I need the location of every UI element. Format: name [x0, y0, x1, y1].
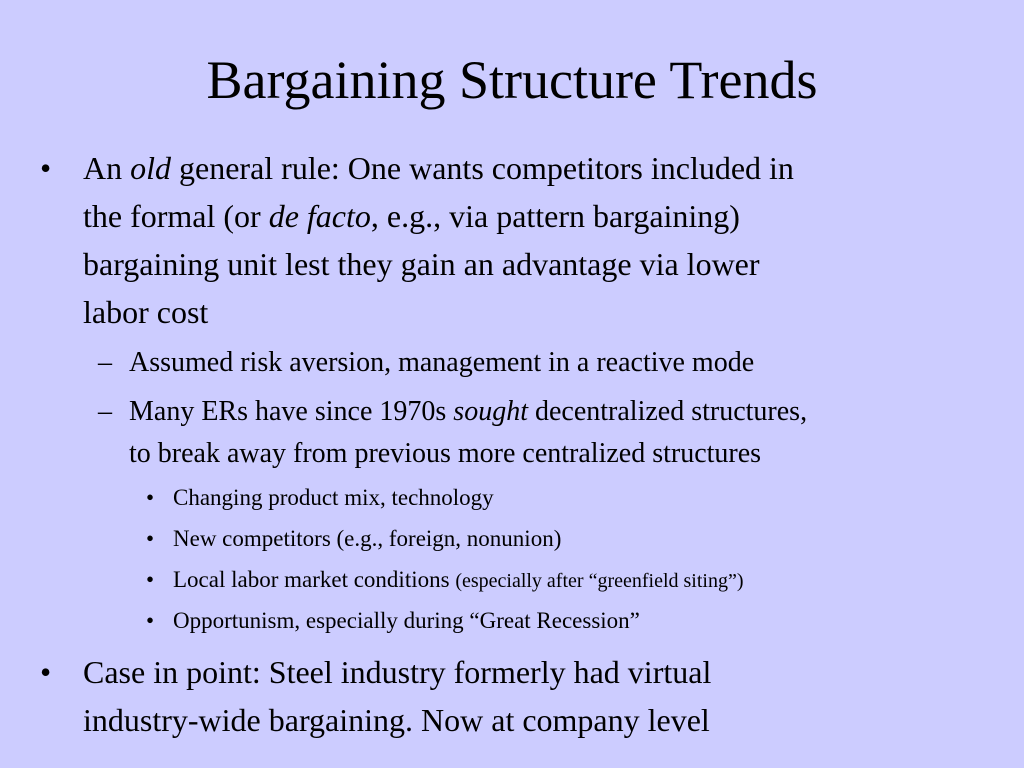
bullet-text	[83, 144, 794, 336]
bullet-line-4: labor cost	[83, 294, 209, 330]
bullet-text	[83, 648, 711, 744]
emphasis-de-facto: de facto	[268, 198, 371, 234]
item-text: Opportunism, especially during “Great Recession”	[173, 608, 640, 633]
item-text: Local labor market conditions (especially after “greenfield siting”)	[173, 567, 744, 592]
subbullet-line-2: to break away from previous more centralized structures	[129, 438, 762, 469]
subbullet-text	[129, 391, 807, 475]
dash-marker: –	[98, 347, 112, 378]
bullet-marker: •	[146, 608, 155, 633]
bullet-line-2: the formal (or de facto, e.g., via pattern bargaining)	[83, 198, 740, 234]
bullet-marker: •	[146, 485, 155, 510]
item-note: (especially after “greenfield siting”)	[455, 570, 744, 592]
bullet-marker: •	[146, 526, 155, 551]
bullet-line-3: bargaining unit lest they gain an advantage via lower	[83, 246, 760, 282]
bullet-line-1: An old general rule: One wants competitors included in	[83, 150, 794, 186]
subbullet-text: Assumed risk aversion, management in a reactive mode	[129, 347, 755, 378]
subbullet-line-1: Many ERs have since 1970s sought decentralized structures,	[129, 396, 808, 427]
bullet-marker: •	[40, 150, 52, 186]
item-text: Changing product mix, technology	[173, 485, 494, 510]
bullet-marker: •	[146, 567, 155, 592]
bullet-line-1: Case in point: Steel industry formerly had virtual	[83, 654, 712, 690]
emphasis-sought: sought	[453, 396, 528, 427]
item-text: New competitors (e.g., foreign, nonunion)	[173, 526, 562, 551]
slide-title: Bargaining Structure Trends	[206, 50, 818, 110]
bullet-marker: •	[40, 654, 52, 690]
bullet-line-2: industry-wide bargaining. Now at company level	[83, 702, 710, 738]
emphasis-old: old	[130, 150, 171, 186]
dash-marker: –	[98, 396, 112, 427]
